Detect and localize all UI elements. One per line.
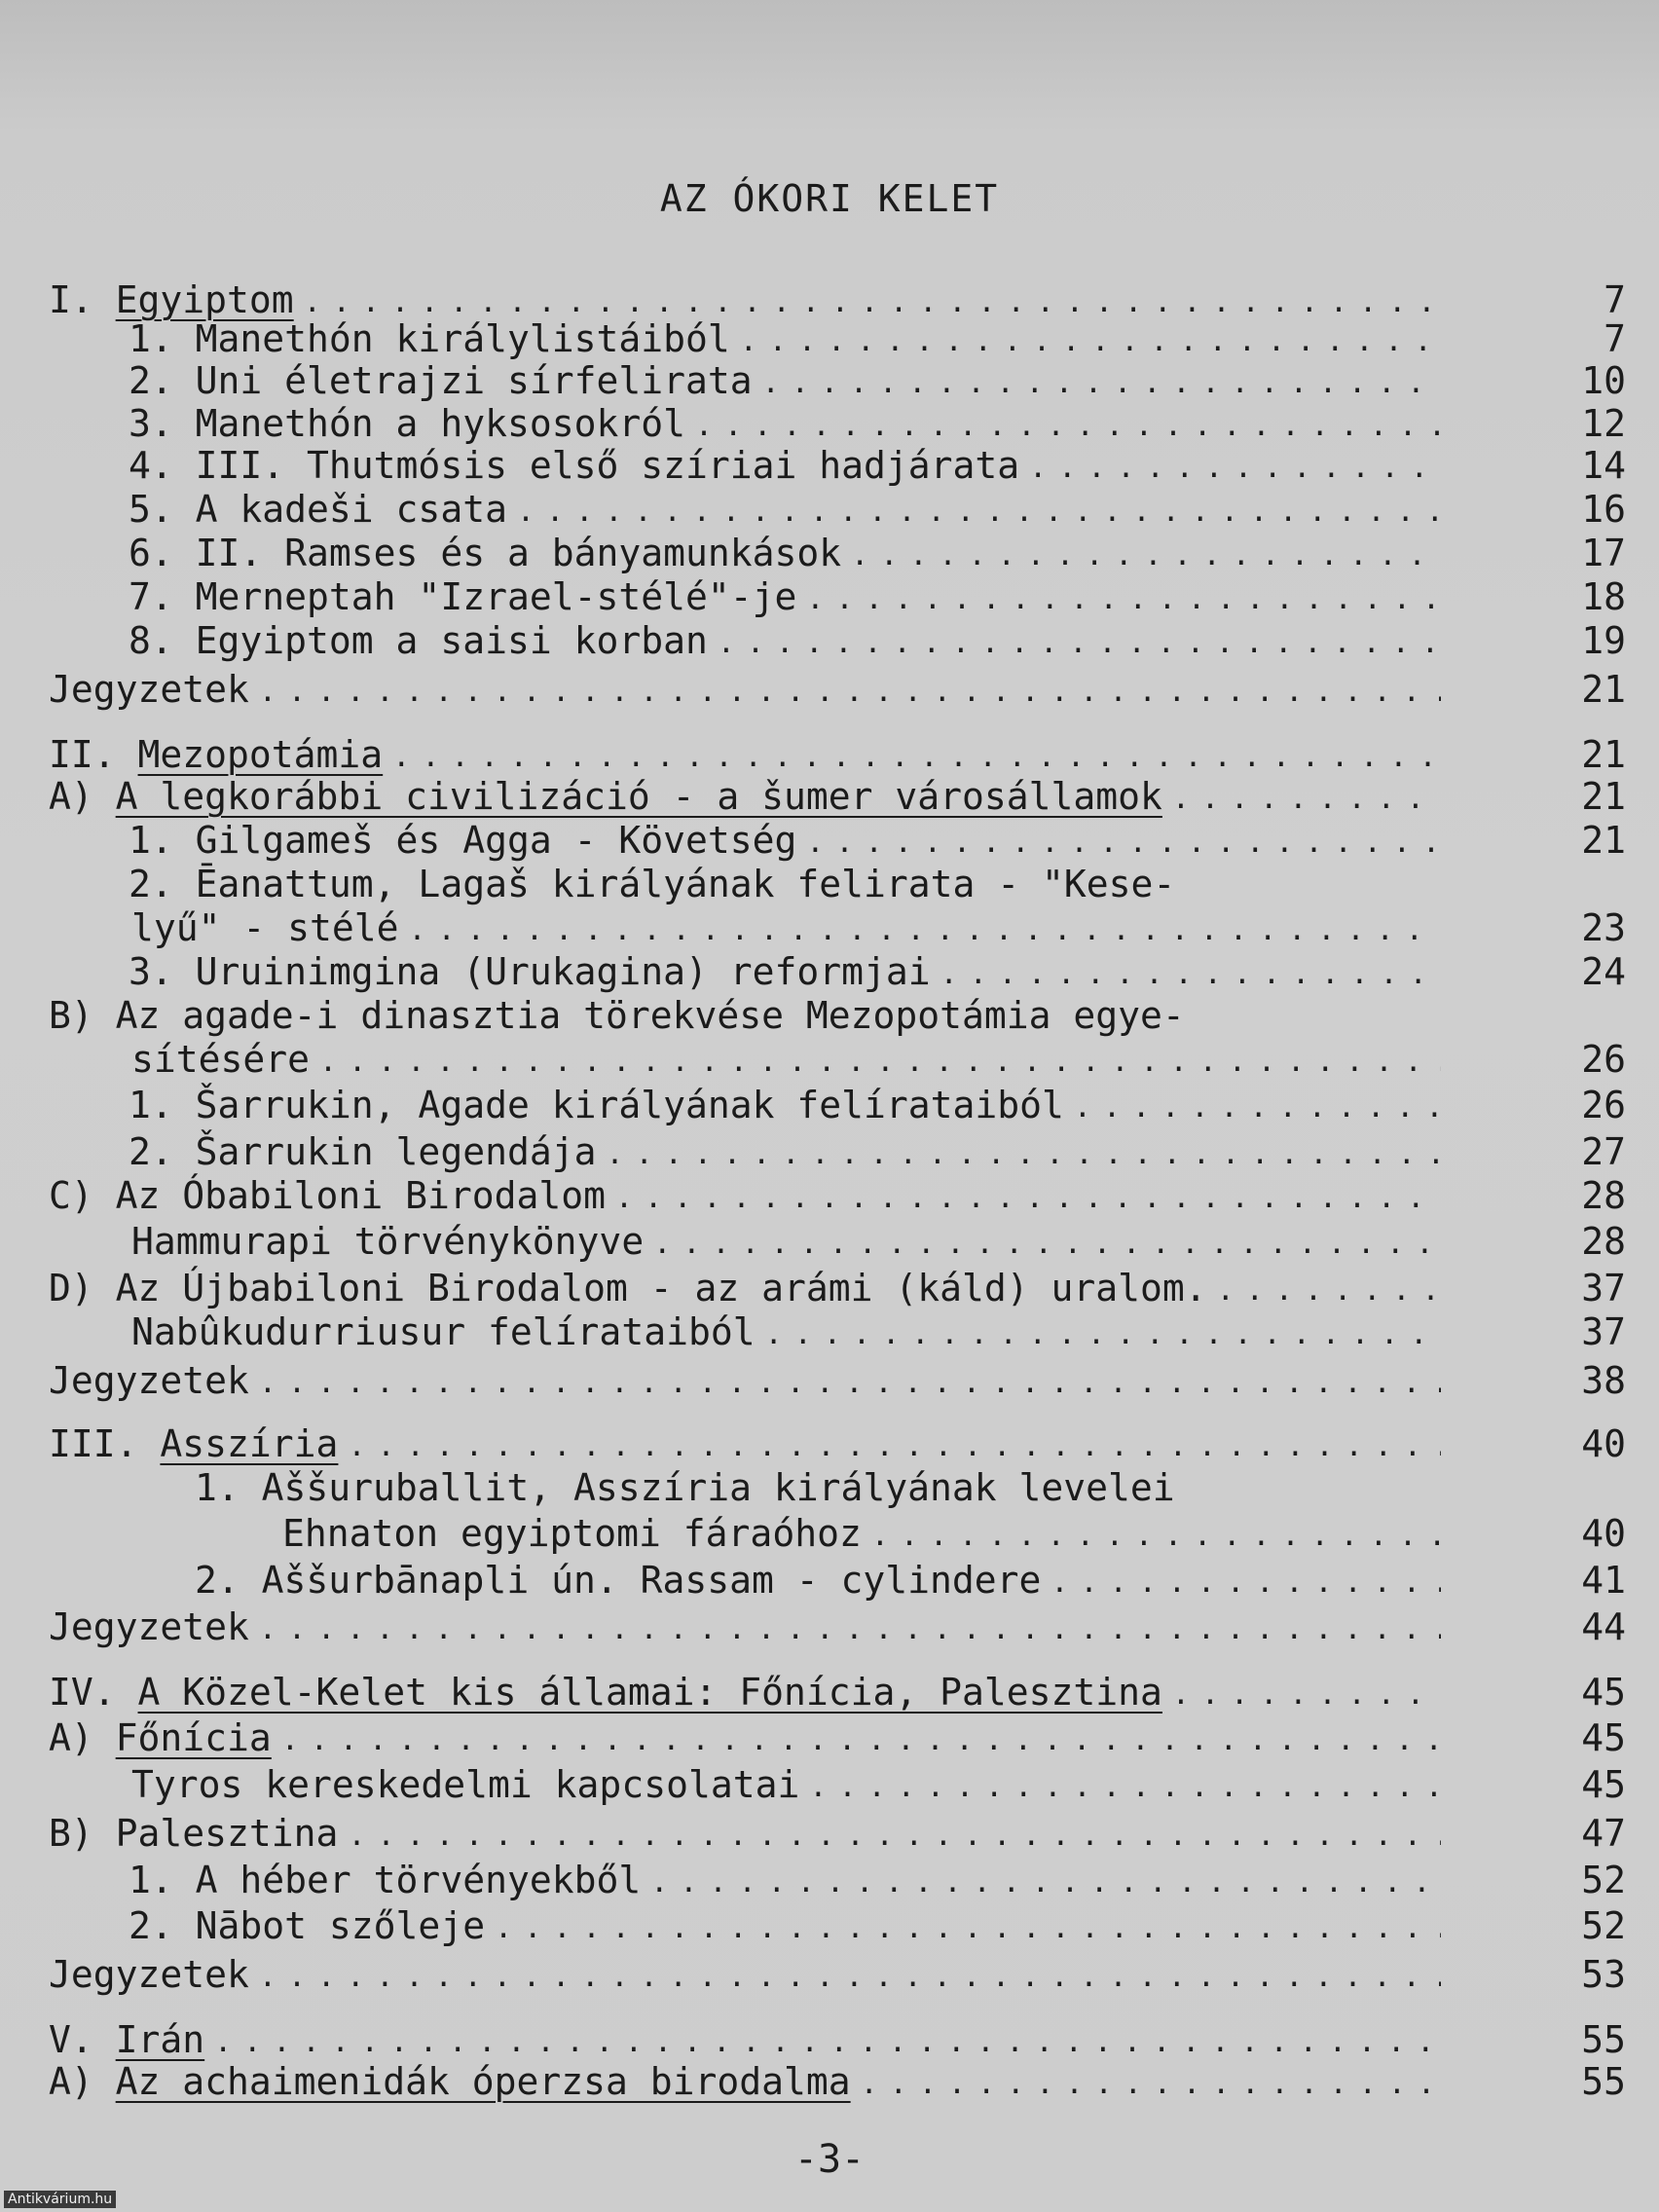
toc-entry-title: Uni életrajzi sírfelirata — [195, 359, 753, 402]
toc-entry-number: 2. — [195, 1559, 240, 1602]
dot-leader — [695, 407, 1441, 446]
toc-entry-title: Főnícia — [115, 1716, 272, 1759]
toc-page-number: 45 — [1581, 1763, 1626, 1806]
dot-leader — [762, 364, 1441, 403]
toc-entry — [49, 1858, 1451, 1902]
toc-entry-number: 8. — [129, 619, 173, 662]
dot-leader — [806, 824, 1441, 863]
toc-entry-number: 5. — [129, 488, 173, 531]
dot-leader — [259, 673, 1441, 712]
toc-entry-title: Asszíria — [160, 1422, 339, 1465]
dot-leader — [281, 1721, 1441, 1760]
toc-entry-title: Egyiptom — [115, 278, 294, 321]
dot-leader — [851, 536, 1441, 575]
toc-page-number: 44 — [1581, 1605, 1626, 1648]
toc-entry — [49, 732, 1451, 777]
toc-entry — [49, 1715, 1451, 1760]
toc-entry — [49, 1083, 1451, 1127]
dot-leader — [259, 1364, 1441, 1403]
toc-entry-title: A Közel-Kelet kis államai: Főnícia, Palesztina — [137, 1671, 1162, 1714]
toc-entry-title: II. Ramses és a bányamunkások — [195, 532, 842, 574]
toc-entry-number: 2. — [129, 1130, 173, 1173]
toc-entry-title: Manethón a hyksosokról — [195, 402, 685, 445]
toc-entry — [49, 1903, 1451, 1948]
toc-page-number: 7 — [1604, 317, 1626, 360]
toc-entry-title: Nābot szőleje — [195, 1904, 486, 1947]
toc-entry-title: Uruinimgina (Urukagina) reformjai — [195, 950, 931, 993]
dot-leader — [1172, 780, 1441, 819]
toc-entry-title: Az Újbabiloni Birodalom - az arámi (káld) uralom. — [115, 1267, 1207, 1309]
toc-entry — [49, 316, 1451, 361]
toc-entry — [49, 1129, 1451, 1174]
toc-entry — [49, 1173, 1451, 1218]
dot-leader — [615, 1179, 1441, 1218]
dot-leader — [348, 1427, 1441, 1466]
dot-leader — [259, 1958, 1441, 1997]
toc-entry-title: A legkorábbi civilizáció - a šumer városállamok — [115, 775, 1162, 818]
toc-entry-number: II. — [49, 733, 116, 776]
toc-page-number: 38 — [1581, 1359, 1626, 1402]
dot-leader — [1051, 1564, 1441, 1603]
toc-entry-title: Aššurbānapli ún. Rassam - cylindere — [261, 1559, 1042, 1602]
toc-entry-number: 2. — [129, 863, 173, 905]
dot-leader — [259, 1610, 1441, 1649]
toc-entry-number: 3. — [129, 402, 173, 445]
toc-entry — [49, 443, 1451, 488]
toc-entry — [49, 618, 1451, 663]
toc-entry-number: 4. — [129, 444, 173, 487]
toc-entry — [49, 774, 1451, 819]
toc-page-number: 37 — [1581, 1310, 1626, 1353]
toc-entry-number: 6. — [129, 532, 173, 574]
toc-entry-title: A kadeši csata — [195, 488, 507, 531]
toc-page-number: 40 — [1581, 1512, 1626, 1555]
dot-leader — [740, 322, 1441, 361]
toc-page-number: 21 — [1581, 775, 1626, 818]
toc-entry-title: Az agade-i dinasztia törekvése Mezopotámia egye- — [115, 994, 1185, 1037]
dot-leader — [1217, 1272, 1441, 1310]
dot-leader — [495, 1909, 1441, 1948]
toc-entry-title: Šarrukin legendája — [195, 1130, 597, 1173]
toc-entry-title: Az Óbabiloni Birodalom — [115, 1174, 606, 1217]
toc-entry — [49, 1952, 1451, 1997]
toc-entry-title: Az achaimenidák óperzsa birodalma — [115, 2060, 851, 2103]
watermark: Antikvárium.hu — [4, 2191, 116, 2208]
dot-leader — [718, 624, 1441, 663]
toc-entry-number: 1. — [129, 819, 173, 862]
toc-entry-number: 1. — [129, 1859, 173, 1901]
toc-page-number: 21 — [1581, 733, 1626, 776]
toc-entry — [49, 401, 1451, 446]
toc-entry-title: Ehnaton egyiptomi fáraóhoz — [282, 1512, 862, 1555]
dot-leader — [517, 493, 1441, 532]
toc-entry-number: D) — [49, 1267, 93, 1309]
toc-entry-title: Ēanattum, Lagaš királyának felirata - "Kese- — [195, 863, 1176, 905]
toc-entry-title: Šarrukin, Agade királyának felírataiból — [195, 1084, 1064, 1126]
toc-entry-title: Egyiptom a saisi korban — [195, 619, 708, 662]
toc-entry-title: Jegyzetek — [49, 1953, 249, 1996]
toc-entry — [49, 1037, 1451, 1082]
dot-leader — [765, 1315, 1441, 1354]
toc-page-number: 24 — [1581, 950, 1626, 993]
dot-leader — [409, 911, 1441, 950]
toc-entry-number: 1. — [195, 1466, 240, 1509]
page-number-footer: -3- — [793, 2137, 866, 2182]
toc-entry — [49, 1266, 1451, 1310]
toc-entry-number: A) — [49, 2060, 93, 2103]
toc-entry-title: Gilgameš és Agga - Követség — [195, 819, 797, 862]
toc-entry-title: III. Thutmósis első szíriai hadjárata — [195, 444, 1020, 487]
toc-entry — [49, 667, 1451, 712]
toc-entry-title: Tyros kereskedelmi kapcsolatai — [131, 1763, 800, 1806]
toc-entry-number: 2. — [129, 359, 173, 402]
toc-page-number: 55 — [1581, 2060, 1626, 2103]
toc-entry — [49, 1358, 1451, 1403]
toc-entry — [49, 1421, 1451, 1466]
dot-leader — [392, 738, 1441, 777]
toc-page-number: 12 — [1581, 402, 1626, 445]
toc-entry-title: Hammurapi törvénykönyve — [131, 1220, 645, 1263]
toc-page-number: 7 — [1604, 278, 1626, 321]
toc-entry — [49, 818, 1451, 863]
dot-leader — [806, 580, 1441, 619]
dot-leader — [1172, 1676, 1441, 1714]
toc-page-number: 14 — [1581, 444, 1626, 487]
dot-leader — [861, 2065, 1441, 2104]
page-title: AZ ÓKORI KELET — [659, 177, 1000, 220]
dot-leader — [1029, 449, 1441, 488]
toc-entry — [49, 1511, 1451, 1556]
toc-entry-title: Jegyzetek — [49, 1359, 249, 1402]
toc-page-number: 21 — [1581, 819, 1626, 862]
toc-page-number: 17 — [1581, 532, 1626, 574]
toc-entry-number: 1. — [129, 317, 173, 360]
toc-entry — [49, 1558, 1451, 1603]
toc-entry-title: Merneptah "Izrael-stélé"-je — [195, 575, 797, 618]
toc-entry — [49, 574, 1451, 619]
toc-page-number: 26 — [1581, 1038, 1626, 1081]
toc-entry — [49, 1762, 1451, 1807]
toc-page-number: 52 — [1581, 1904, 1626, 1947]
dot-leader — [1074, 1088, 1441, 1127]
toc-page-number: 45 — [1581, 1716, 1626, 1759]
dot-leader — [319, 1043, 1441, 1082]
toc-entry-number: 3. — [129, 950, 173, 993]
toc-page-number: 45 — [1581, 1671, 1626, 1714]
toc-entry-title: Jegyzetek — [49, 1605, 249, 1648]
toc-entry — [49, 2017, 1451, 2062]
toc-entry-number: A) — [49, 1716, 93, 1759]
toc-entry — [49, 1670, 1451, 1714]
toc-entry — [49, 1309, 1451, 1354]
toc-entry-title: Palesztina — [115, 1812, 339, 1855]
dot-leader — [348, 1817, 1441, 1856]
toc-page-number: 26 — [1581, 1084, 1626, 1126]
toc-page-number: 28 — [1581, 1174, 1626, 1217]
dot-leader — [871, 1517, 1441, 1556]
toc-entry — [49, 531, 1451, 575]
toc-entry — [49, 862, 1451, 906]
toc-entry-number: B) — [49, 1812, 93, 1855]
toc-page-number: 47 — [1581, 1812, 1626, 1855]
toc-entry-number: C) — [49, 1174, 93, 1217]
toc-page-number: 18 — [1581, 575, 1626, 618]
toc-entry-number: B) — [49, 994, 93, 1037]
toc-entry-title: Irán — [115, 2018, 205, 2061]
toc-page-number: 16 — [1581, 488, 1626, 531]
toc-entry-title: Nabûkudurriusur felírataiból — [131, 1310, 756, 1353]
toc-entry-title: lyű" - stélé — [131, 906, 399, 949]
toc-entry-title: Jegyzetek — [49, 668, 249, 711]
toc-entry-number: V. — [49, 2018, 93, 2061]
toc-entry — [49, 1811, 1451, 1856]
toc-page-number: 55 — [1581, 2018, 1626, 2061]
toc-page-number: 19 — [1581, 619, 1626, 662]
toc-entry-number: III. — [49, 1422, 138, 1465]
toc-entry — [49, 949, 1451, 994]
dot-leader — [650, 1863, 1441, 1902]
dot-leader — [606, 1135, 1441, 1174]
toc-page-number: 23 — [1581, 906, 1626, 949]
toc-entry-number: 1. — [129, 1084, 173, 1126]
toc-page-number: 27 — [1581, 1130, 1626, 1173]
toc-entry-number: 7. — [129, 575, 173, 618]
toc-entry — [49, 993, 1451, 1038]
toc-page-number: 53 — [1581, 1953, 1626, 1996]
toc-page-number: 28 — [1581, 1220, 1626, 1263]
toc-page-number: 21 — [1581, 668, 1626, 711]
toc-entry-number: IV. — [49, 1671, 116, 1714]
toc-entry-title: A héber törvényekből — [195, 1859, 642, 1901]
toc-entry-number: 2. — [129, 1904, 173, 1947]
toc-entry-title: Manethón királylistáiból — [195, 317, 730, 360]
toc-page-number: 37 — [1581, 1267, 1626, 1309]
toc-entry — [49, 905, 1451, 950]
toc-entry-title: sítésére — [131, 1038, 311, 1081]
toc-entry — [49, 1465, 1451, 1510]
toc-page-number: 41 — [1581, 1559, 1626, 1602]
toc-entry-title: Mezopotámia — [137, 733, 384, 776]
dot-leader — [940, 955, 1441, 994]
dot-leader — [653, 1225, 1441, 1264]
toc-entry — [49, 2059, 1451, 2104]
toc-entry-number: I. — [49, 278, 93, 321]
toc-page-number: 10 — [1581, 359, 1626, 402]
toc-entry — [49, 487, 1451, 532]
toc-page-number: 40 — [1581, 1422, 1626, 1465]
toc-entry — [49, 358, 1451, 403]
toc-entry-number: A) — [49, 775, 93, 818]
toc-entry-title: Aššuruballit, Asszíria királyának levelei — [261, 1466, 1175, 1509]
dot-leader — [809, 1768, 1441, 1807]
dot-leader — [214, 2023, 1441, 2062]
toc-page-number: 52 — [1581, 1859, 1626, 1901]
toc-entry — [49, 1604, 1451, 1649]
toc-entry — [49, 1219, 1451, 1264]
